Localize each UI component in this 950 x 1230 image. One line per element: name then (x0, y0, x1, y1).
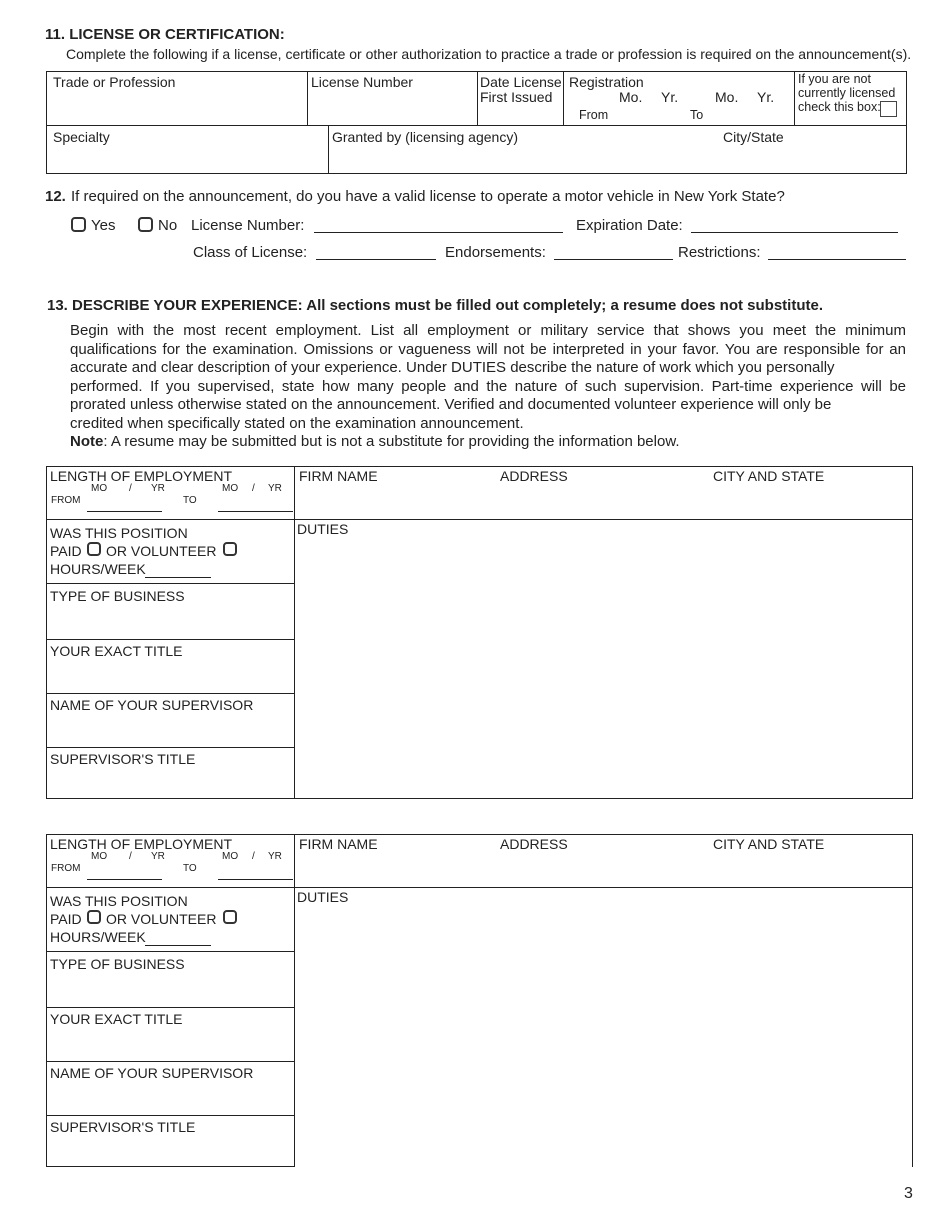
paid-label: PAID (50, 543, 82, 559)
instruction-line: qualifications for the examination. Omissions or vagueness will not be interpreted in your favor. You are responsible for an (70, 340, 906, 358)
or-volunteer-label: OR VOLUNTEER (106, 911, 217, 927)
not-licensed-line2: currently licensed (798, 86, 896, 100)
registration-to-label: To (690, 108, 704, 122)
from-label: FROM (51, 863, 81, 874)
yes-label: Yes (91, 217, 116, 234)
not-licensed-line3: check this box: (798, 100, 881, 114)
granted-by-label: Granted by (licensing agency) (332, 129, 518, 145)
registration-label: Registration (569, 74, 644, 90)
not-licensed-checkbox[interactable] (880, 101, 897, 117)
paid-label: PAID (50, 911, 82, 927)
instruction-line: prorated unless otherwise stated on the announcement. Verified and documented volunteer experience will only be (70, 396, 832, 413)
instruction-line: Begin with the most recent employment. List all employment or military service that shows you meet the minimum (70, 322, 906, 339)
from-mo-label: MO (91, 483, 108, 494)
type-of-business-label: TYPE OF BUSINESS (50, 588, 185, 604)
no-label: No (158, 217, 178, 234)
to-date-line[interactable] (218, 879, 293, 880)
to-date-line[interactable] (218, 511, 293, 512)
class-of-license-line[interactable] (316, 259, 436, 260)
registration-from-yr: Yr. (661, 89, 679, 105)
to-mo-label: MO (222, 483, 239, 494)
first-issued-label: First Issued (480, 89, 553, 105)
section-13-instructions (70, 322, 906, 452)
from-yr-label: YR (151, 483, 165, 494)
duties-label: DUTIES (297, 521, 349, 537)
hours-week-label: HOURS/WEEK (50, 929, 146, 945)
yes-radio[interactable] (71, 217, 86, 232)
section-12-number: 12. (45, 188, 66, 205)
your-exact-title-label: YOUR EXACT TITLE (50, 643, 183, 659)
registration-to-yr: Yr. (757, 89, 775, 105)
firm-name-label: FIRM NAME (299, 468, 378, 484)
expiration-label: Expiration Date: (576, 217, 683, 234)
section-11-intro: Complete the following if a license, certificate or other authorization to practice a trade or profession is required on the announcement(s). (66, 46, 912, 62)
registration-from-mo: Mo. (619, 89, 643, 105)
paid-radio[interactable] (87, 910, 101, 924)
trade-profession-label: Trade or Profession (53, 74, 176, 90)
registration-from-label: From (579, 108, 609, 122)
was-this-position-label: WAS THIS POSITION (50, 893, 188, 909)
page-number: 3 (904, 1185, 913, 1202)
note-text: : A resume may be submitted but is not a substitute for providing the information below. (103, 433, 680, 450)
address-label: ADDRESS (500, 836, 568, 852)
expiration-line[interactable] (691, 232, 898, 233)
instruction-line: accurate and clear description of your experience. Under DUTIES describe the nature of work which you personally (70, 359, 835, 376)
restrictions-label: Restrictions: (678, 244, 761, 261)
endorsements-label: Endorsements: (445, 244, 546, 261)
to-mo-label: MO (222, 851, 239, 862)
license-number-label: License Number (311, 74, 413, 90)
license-number-field-label: License Number: (191, 217, 305, 234)
length-of-employment-label: LENGTH OF EMPLOYMENT (50, 468, 233, 484)
your-exact-title-label: YOUR EXACT TITLE (50, 1011, 183, 1027)
section-12-question: If required on the announcement, do you have a valid license to operate a motor vehicle in New York State? (71, 188, 785, 205)
to-yr-label: YR (268, 483, 282, 494)
supervisor-name-label: NAME OF YOUR SUPERVISOR (50, 1065, 254, 1081)
not-licensed-line1: If you are not (798, 72, 871, 86)
from-mo-label: MO (91, 851, 108, 862)
address-label: ADDRESS (500, 468, 568, 484)
volunteer-radio[interactable] (223, 542, 237, 556)
type-of-business-label: TYPE OF BUSINESS (50, 956, 185, 972)
note-line (70, 433, 906, 452)
hours-week-line[interactable] (145, 945, 211, 946)
firm-name-label: FIRM NAME (299, 836, 378, 852)
restrictions-line[interactable] (768, 259, 906, 260)
instruction-line: credited when specifically stated on the examination announcement. (70, 414, 524, 432)
to-label: TO (183, 863, 197, 874)
length-of-employment-label: LENGTH OF EMPLOYMENT (50, 836, 233, 852)
license-number-line[interactable] (314, 232, 563, 233)
hours-week-line[interactable] (145, 577, 211, 578)
to-yr-label: YR (268, 851, 282, 862)
from-label: FROM (51, 495, 81, 506)
city-and-state-label: CITY AND STATE (713, 468, 825, 484)
endorsements-line[interactable] (554, 259, 673, 260)
note-label: Note (70, 433, 104, 450)
instruction-line: performed. If you supervised, state how many people and the nature of such supervision. Part-time experience will be (70, 377, 906, 395)
registration-to-mo: Mo. (715, 89, 739, 105)
or-volunteer-label: OR VOLUNTEER (106, 543, 217, 559)
paid-radio[interactable] (87, 542, 101, 556)
class-of-license-label: Class of License: (193, 244, 308, 261)
supervisor-title-label: SUPERVISOR'S TITLE (50, 1119, 196, 1135)
volunteer-radio[interactable] (223, 910, 237, 924)
section-13-title: 13. DESCRIBE YOUR EXPERIENCE: All sections must be filled out completely; a resume does not substitute. (47, 297, 823, 314)
from-date-line[interactable] (87, 879, 162, 880)
supervisor-title-label: SUPERVISOR'S TITLE (50, 751, 196, 767)
hours-week-label: HOURS/WEEK (50, 561, 146, 577)
city-state-label: City/State (723, 129, 784, 145)
to-label: TO (183, 495, 197, 506)
from-yr-label: YR (151, 851, 165, 862)
specialty-label: Specialty (53, 129, 110, 145)
was-this-position-label: WAS THIS POSITION (50, 525, 188, 541)
supervisor-name-label: NAME OF YOUR SUPERVISOR (50, 697, 254, 713)
date-license-label: Date License (480, 74, 562, 90)
from-date-line[interactable] (87, 511, 162, 512)
no-radio[interactable] (138, 217, 153, 232)
city-and-state-label: CITY AND STATE (713, 836, 825, 852)
section-11-title: 11. LICENSE OR CERTIFICATION: (45, 26, 285, 43)
duties-label: DUTIES (297, 889, 349, 905)
